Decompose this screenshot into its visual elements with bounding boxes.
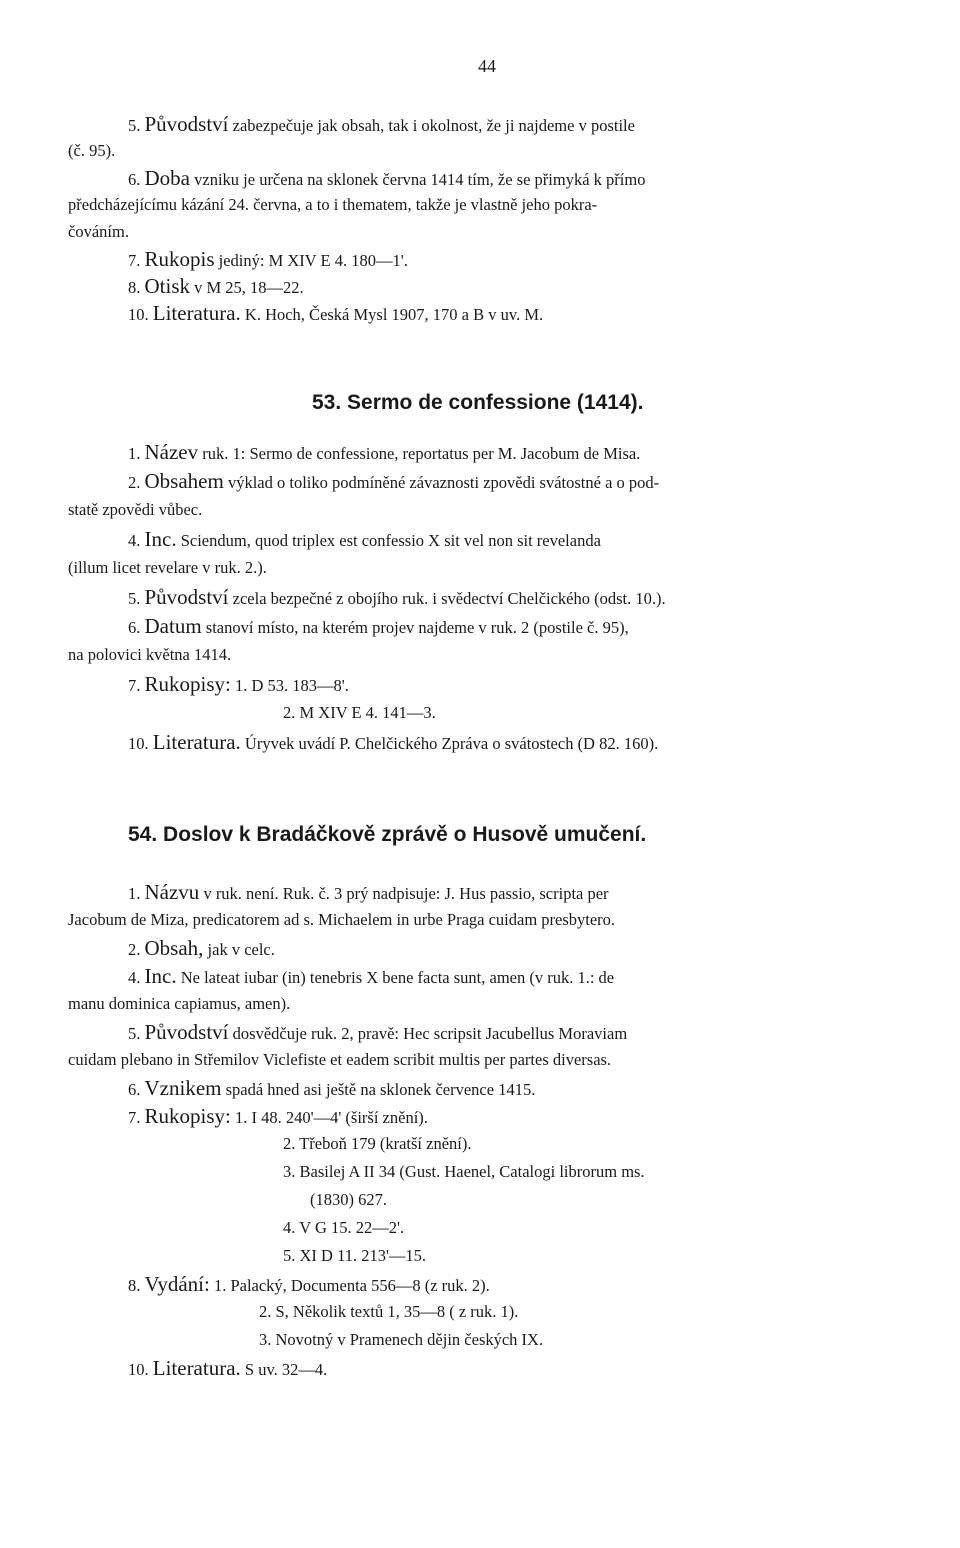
- entry-53-title: 53. Sermo de confessione (1414).: [312, 391, 644, 414]
- text-line: [68, 247, 888, 271]
- item-text: 2. M XIV E 4. 141—3.: [283, 703, 436, 722]
- item-heading: Obsahem: [144, 469, 224, 493]
- item-heading: Původství: [144, 112, 229, 136]
- text-line: [68, 274, 888, 298]
- text-line: [68, 193, 888, 217]
- item-heading: Původství: [144, 585, 229, 609]
- text-line: [68, 498, 888, 522]
- entry-54-heading: [128, 820, 888, 850]
- item-text: stanoví místo, na kterém projev najdeme v ruk. 2 (postile č. 95),: [201, 618, 629, 637]
- item-text: ruk. 1: Sermo de confessione, reportatus per M. Jacobum de Misa.: [198, 444, 641, 463]
- text-line: [68, 112, 888, 136]
- item-text: 1. D 53. 183—8'.: [230, 676, 349, 695]
- item-text: (1830) 627.: [310, 1190, 387, 1209]
- item-heading: Rukopis: [144, 247, 215, 271]
- item-text: vzniku je určena na sklonek června 1414 tím, že se přimyká k přímo: [190, 170, 646, 189]
- item-heading: Rukopisy:: [144, 1104, 231, 1128]
- item-number: 8.: [128, 1276, 145, 1295]
- item-number: 2.: [128, 940, 145, 959]
- entry-53-heading: [312, 388, 872, 418]
- item-text: (č. 95).: [68, 141, 116, 160]
- text-line: [68, 440, 888, 464]
- text-line: [68, 964, 888, 988]
- item-text: 1. I 48. 240'—4' (širší znění).: [230, 1108, 428, 1127]
- item-number: 10.: [128, 734, 153, 753]
- item-number: 8.: [128, 278, 145, 297]
- item-text: předcházejícímu kázání 24. června, a to i thematem, takže je vlastně jeho pokra-: [68, 195, 598, 214]
- item-number: 6.: [128, 618, 145, 637]
- item-heading: Obsah,: [144, 936, 204, 960]
- item-text: Sciendum, quod triplex est confessio X sit vel non sit revelanda: [176, 531, 601, 550]
- text-line: [68, 220, 888, 244]
- item-heading: Datum: [144, 614, 202, 638]
- item-number: 1.: [128, 884, 145, 903]
- item-text: Ne lateat iubar (in) tenebris X bene facta sunt, amen (v ruk. 1.: de: [176, 968, 615, 987]
- text-line: [68, 908, 888, 932]
- item-text: Úryvek uvádí P. Chelčického Zpráva o svátostech (D 82. 160).: [240, 734, 659, 753]
- item-heading: Literatura.: [152, 730, 241, 754]
- text-line: [68, 1244, 888, 1268]
- item-text: spadá hned asi ještě na sklonek července 1415.: [221, 1080, 536, 1099]
- text-line: [68, 1356, 888, 1380]
- item-text: v M 25, 18—22.: [190, 278, 304, 297]
- item-number: 5.: [128, 589, 145, 608]
- item-number: 7.: [128, 676, 145, 695]
- text-line: [68, 527, 888, 551]
- item-text: jak v celc.: [203, 940, 275, 959]
- item-heading: Vydání:: [144, 1272, 210, 1296]
- text-line: [68, 643, 888, 667]
- text-line: [68, 730, 888, 754]
- item-text: dosvědčuje ruk. 2, pravě: Hec scripsit Jacubellus Moraviam: [228, 1024, 628, 1043]
- text-line: [68, 139, 888, 163]
- item-text: cuidam plebano in Střemilov Viclefiste et eadem scribit multis per partes diversas.: [68, 1050, 612, 1069]
- item-heading: Doba: [144, 166, 190, 190]
- item-text: 3. Novotný v Pramenech dějin českých IX.: [259, 1330, 544, 1349]
- item-text: 2. S, Několik textů 1, 35—8 ( z ruk. 1).: [259, 1302, 519, 1321]
- item-number: 5.: [128, 1024, 145, 1043]
- text-line: [68, 1328, 888, 1352]
- text-line: [68, 992, 888, 1016]
- item-text: 5. XI D 11. 213'—15.: [283, 1246, 427, 1265]
- text-line: [68, 1020, 888, 1044]
- item-heading: Názvu: [144, 880, 200, 904]
- item-number: 10.: [128, 305, 153, 324]
- text-line: [68, 1132, 888, 1156]
- item-text: (illum licet revelare v ruk. 2.).: [68, 558, 267, 577]
- text-line: [68, 1272, 888, 1296]
- entry-54-title: 54. Doslov k Bradáčkově zprávě o Husově umučení.: [128, 823, 647, 846]
- item-text: čováním.: [68, 222, 129, 241]
- previous-entry-continuation: [68, 112, 888, 328]
- text-line: [68, 701, 888, 725]
- item-number: 6.: [128, 1080, 145, 1099]
- item-heading: Inc.: [144, 527, 177, 551]
- item-text: statě zpovědi vůbec.: [68, 500, 203, 519]
- item-text: manu dominica capiamus, amen).: [68, 994, 291, 1013]
- text-line: [68, 1160, 888, 1184]
- entry-54-body: [68, 880, 888, 1384]
- item-number: 6.: [128, 170, 145, 189]
- item-text: zabezpečuje jak obsah, tak i okolnost, že ji najdeme v postile: [228, 116, 635, 135]
- item-text: jediný: M XIV E 4. 180—1'.: [214, 251, 408, 270]
- item-heading: Název: [144, 440, 199, 464]
- item-heading: Vznikem: [144, 1076, 222, 1100]
- item-text: 1. Palacký, Documenta 556—8 (z ruk. 2).: [209, 1276, 490, 1295]
- text-line: [68, 166, 888, 190]
- text-line: [68, 936, 888, 960]
- item-number: 5.: [128, 116, 145, 135]
- text-line: [68, 1216, 888, 1240]
- item-text: v ruk. není. Ruk. č. 3 prý nadpisuje: J. Hus passio, scripta per: [199, 884, 609, 903]
- item-number: 7.: [128, 251, 145, 270]
- text-line: [68, 556, 888, 580]
- text-line: [68, 585, 888, 609]
- text-line: [68, 672, 888, 696]
- entry-53-body: [68, 440, 888, 759]
- item-heading: Otisk: [144, 274, 191, 298]
- text-line: [68, 1300, 888, 1324]
- item-heading: Rukopisy:: [144, 672, 231, 696]
- item-heading: Literatura.: [152, 301, 241, 325]
- item-number: 7.: [128, 1108, 145, 1127]
- text-line: [68, 1076, 888, 1100]
- page-number: 44: [478, 56, 496, 76]
- item-text: na polovici května 1414.: [68, 645, 232, 664]
- item-number: 10.: [128, 1360, 153, 1379]
- text-line: [68, 1104, 888, 1128]
- item-text: Jacobum de Miza, predicatorem ad s. Michaelem in urbe Praga cuidam presbytero.: [68, 910, 616, 929]
- text-line: [68, 469, 888, 493]
- item-heading: Inc.: [144, 964, 177, 988]
- item-text: 4. V G 15. 22—2'.: [283, 1218, 405, 1237]
- item-number: 4.: [128, 531, 145, 550]
- item-text: K. Hoch, Česká Mysl 1907, 170 a B v uv. M.: [240, 305, 544, 324]
- item-text: 3. Basilej A II 34 (Gust. Haenel, Catalogi librorum ms.: [283, 1162, 645, 1181]
- text-line: [68, 880, 888, 904]
- text-line: [68, 301, 888, 325]
- item-number: 2.: [128, 473, 145, 492]
- text-line: [68, 1188, 888, 1212]
- item-heading: Původství: [144, 1020, 229, 1044]
- item-text: S uv. 32—4.: [240, 1360, 328, 1379]
- item-text: zcela bezpečné z obojího ruk. i svědectví Chelčického (odst. 10.).: [228, 589, 666, 608]
- item-text: výklad o toliko podmíněné závaznosti zpovědi svátostné a o pod-: [223, 473, 660, 492]
- item-number: 4.: [128, 968, 145, 987]
- text-line: [68, 1048, 888, 1072]
- text-line: [68, 614, 888, 638]
- item-heading: Literatura.: [152, 1356, 241, 1380]
- item-text: 2. Třeboň 179 (kratší znění).: [283, 1134, 472, 1153]
- item-number: 1.: [128, 444, 145, 463]
